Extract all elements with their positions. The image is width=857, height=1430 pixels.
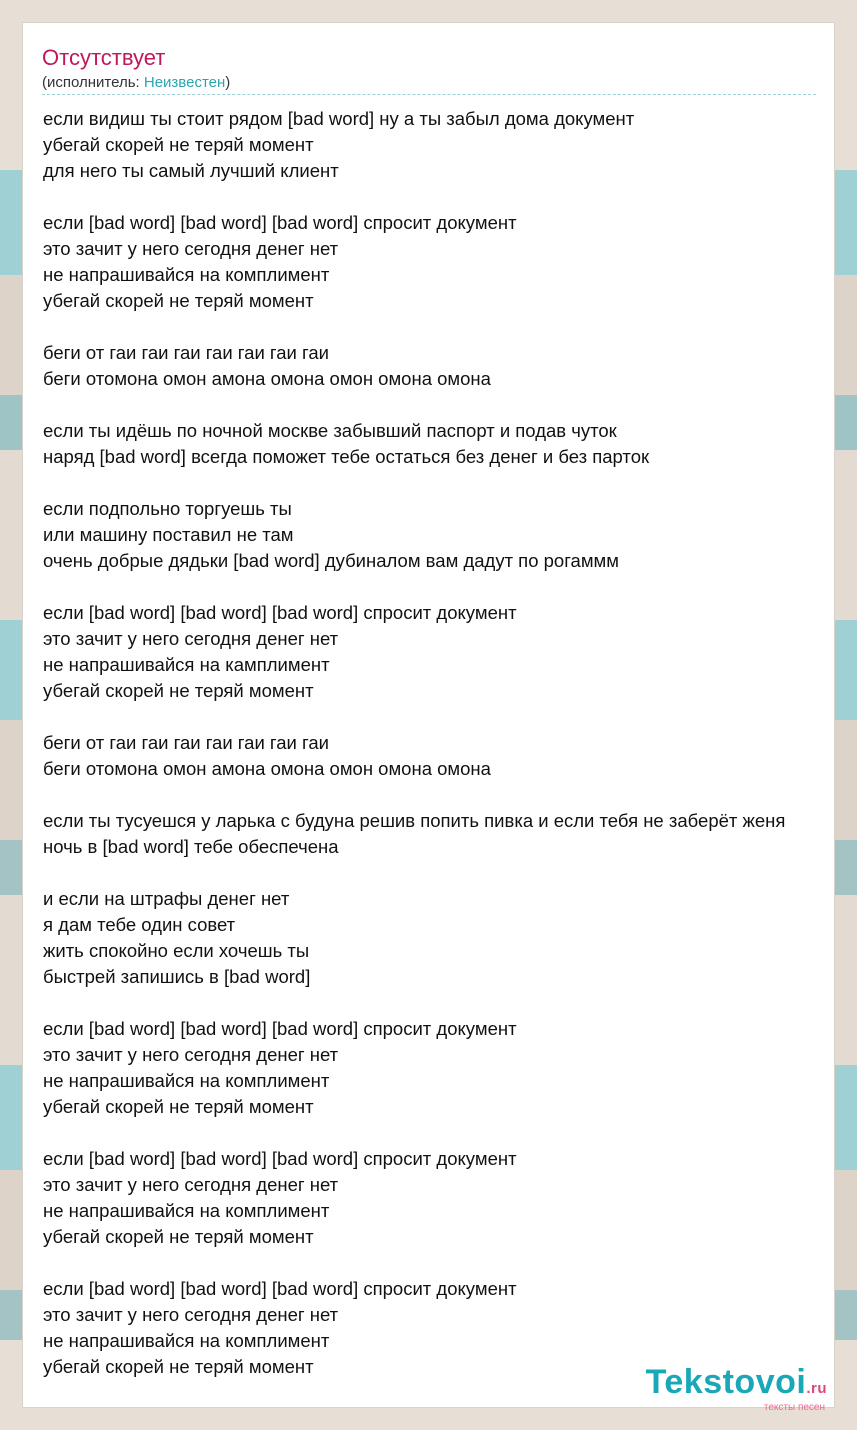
lyric-line: убегай скорей не теряй момент [43,134,314,155]
lyric-line: и если на штрафы денег нет [43,888,290,909]
stanza-gap [43,1250,835,1276]
lyric-line: если подпольно торгуешь ты [43,498,292,519]
stanza-gap [43,1120,835,1146]
lyric-line: это зачит у него сегодня денег нет [43,238,339,259]
song-title: Отсутствует [42,45,166,70]
site-logo[interactable] [646,1365,827,1413]
lyric-line: это зачит у него сегодня денег нет [43,1174,339,1195]
lyric-line: жить спокойно если хочешь ты [43,940,310,961]
artist-link[interactable]: Неизвестен [143,74,226,91]
artist-prefix: (исполнитель: [42,74,144,91]
stanza-gap [43,860,835,886]
stanza-gap [43,470,835,496]
lyric-line: убегай скорей не теряй момент [43,1356,314,1377]
lyric-line: если [bad word] [bad word] [bad word] спросит документ [43,1018,517,1039]
artist-line [42,74,230,91]
stanza-gap [43,990,835,1016]
title-divider [42,94,816,95]
lyric-line: не напрашивайся на комплимент [43,1070,330,1091]
lyric-line: беги отомона омон амона омона омон омона омона [43,758,491,779]
lyric-line: убегай скорей не теряй момент [43,1096,314,1117]
logo-subtitle: тексты песен [763,1402,825,1413]
logo-main-text: Tekstovoi [645,1363,807,1401]
lyric-line: если [bad word] [bad word] [bad word] спросит документ [43,1148,517,1169]
logo-tld: .ru [806,1380,827,1397]
lyric-line: беги от гаи гаи гаи гаи гаи гаи гаи [43,342,329,363]
lyric-line: не напрашивайся на камплимент [43,654,330,675]
lyric-line: если ты идёшь по ночной москве забывший паспорт и подав чуток [43,420,617,441]
lyric-line: не напрашивайся на комплимент [43,1200,330,1221]
lyric-line: если видиш ты стоит рядом [bad word] ну а ты забыл дома документ [43,108,635,129]
lyric-line: это зачит у него сегодня денег нет [43,1304,339,1325]
lyric-line: очень добрые дядьки [bad word] дубиналом вам дадут по рогаммм [43,550,619,571]
lyric-line: не напрашивайся на комплимент [43,1330,330,1351]
lyric-line: это зачит у него сегодня денег нет [43,628,339,649]
lyric-line: убегай скорей не теряй момент [43,290,314,311]
lyric-line: убегай скорей не теряй момент [43,680,314,701]
stanza-gap [43,704,835,730]
lyric-line: не напрашивайся на комплимент [43,264,330,285]
lyric-line: если [bad word] [bad word] [bad word] спросит документ [43,1278,517,1299]
lyric-line: беги отомона омон амона омона омон омона омона [43,368,491,389]
lyric-line: это зачит у него сегодня денег нет [43,1044,339,1065]
stanza-gap [43,314,835,340]
lyric-line: если ты тусуешся у ларька с будуна решив попить пивка и если тебя не заберёт женя [43,810,786,831]
lyric-line: убегай скорей не теряй момент [43,1226,314,1247]
stanza-gap [43,782,835,808]
stanza-gap [43,574,835,600]
lyric-line: я дам тебе один совет [43,914,236,935]
lyrics-card [22,22,835,1408]
stanza-gap [43,392,835,418]
lyric-line: или машину поставил не там [43,524,294,545]
lyric-line: наряд [bad word] всегда поможет тебе остаться без денег и без парток [43,446,650,467]
lyric-line: быстрей запишись в [bad word] [43,966,311,987]
lyrics-text [43,106,835,1380]
artist-suffix: ) [225,74,231,91]
lyric-line: если [bad word] [bad word] [bad word] спросит документ [43,602,517,623]
lyric-line: ночь в [bad word] тебе обеспечена [43,836,339,857]
lyric-line: беги от гаи гаи гаи гаи гаи гаи гаи [43,732,329,753]
stanza-gap [43,184,835,210]
lyric-line: для него ты самый лучший клиент [43,160,339,181]
logo-wordmark [646,1365,827,1406]
lyric-line: если [bad word] [bad word] [bad word] спросит документ [43,212,517,233]
